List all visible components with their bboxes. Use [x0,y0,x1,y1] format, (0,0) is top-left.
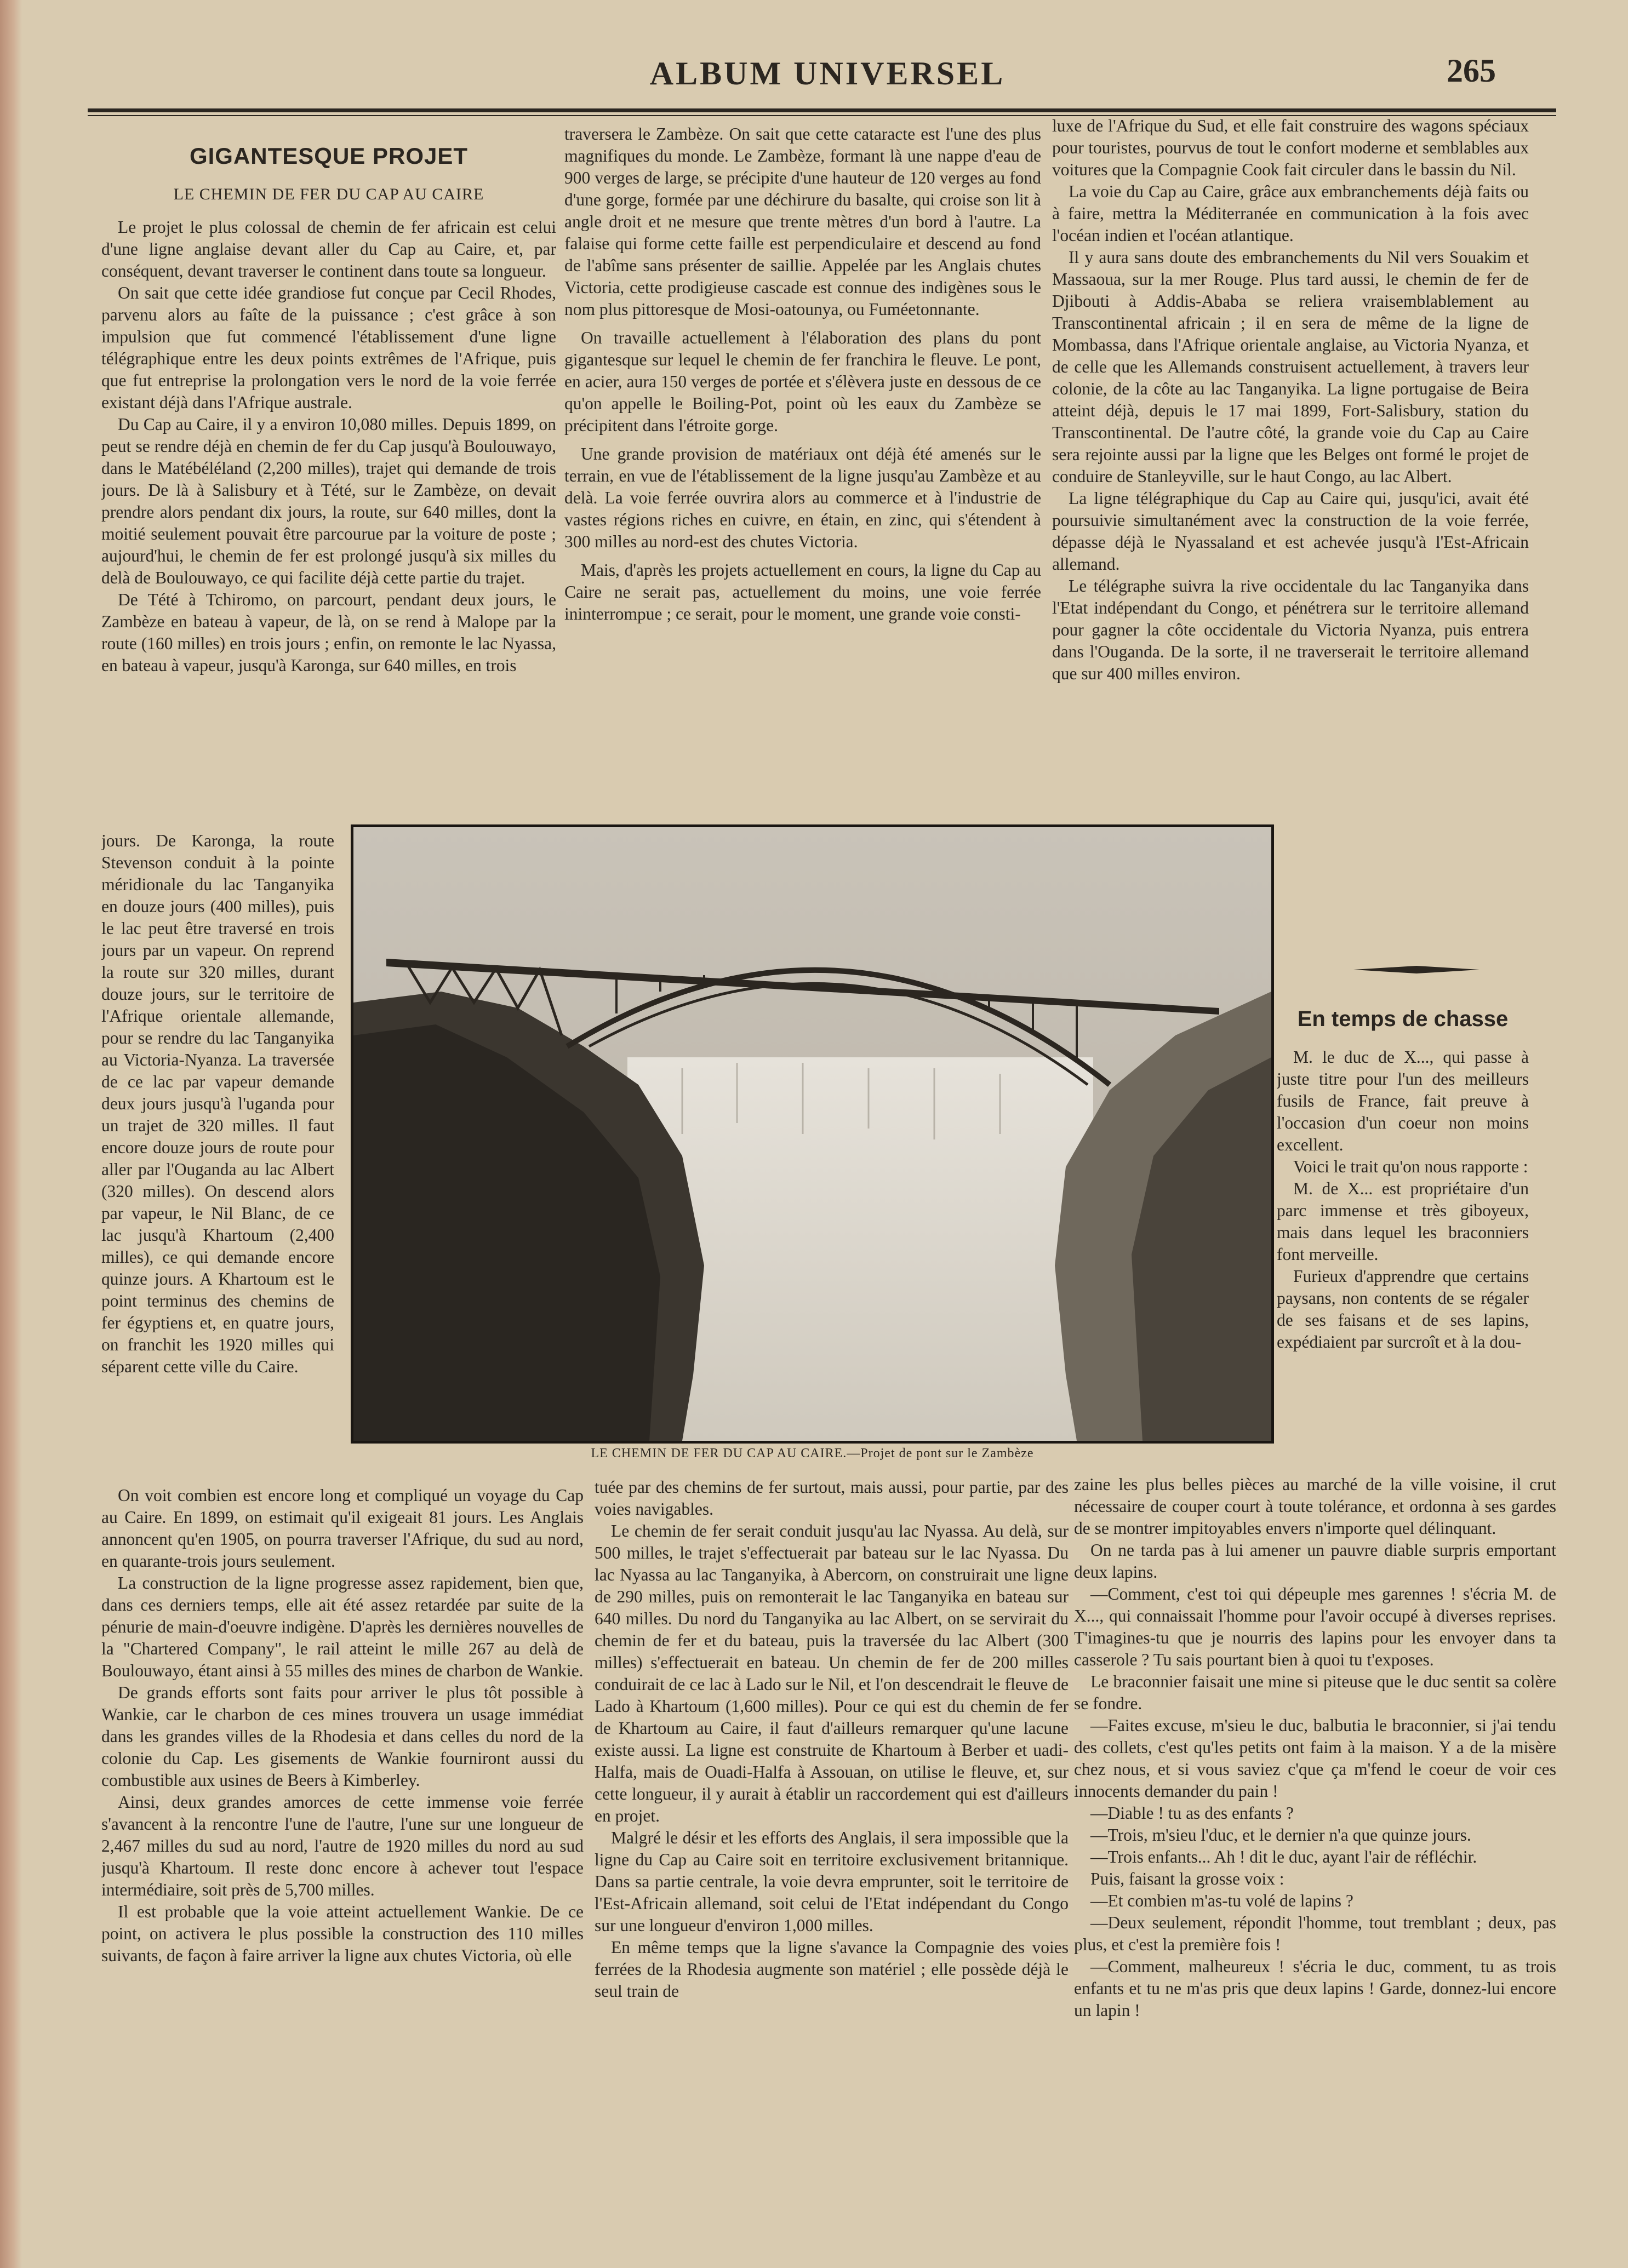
paragraph: traversera le Zambèze. On sait que cette cataracte est l'une des plus magnifiques du monde. Le Zambèze, formant là une nappe d'eau de 900 verges de large, se précipite d'une hauteur de 120 verges au fond d'une gorge, formée par une déchirure du basalte, qui croise son lit à angle droit et ne mesure que trente mètres d'un bord à l'autre. La falaise qui forme cette faille est perpendiculaire et descend au fond de l'abîme sans présenter de saillie. Appelée par les Anglais chutes Victoria, cette prodigieuse cascade est connue des indigènes sous le nom plus pittoresque de Mosi-oatounya, ou Fuméetonnante. [564,124,1041,319]
ornament-divider [1353,961,1480,978]
photo-caption: LE CHEMIN DE FER DU CAP AU CAIRE.—Projet de pont sur le Zambèze [591,1446,1034,1461]
page-number: 265 [1447,53,1496,89]
bridge-photo [351,824,1274,1444]
paragraph: zaine les plus belles pièces au marché de la ville voisine, il crut nécessaire de couper court à toute tolérance, et ordonna à ses gardes de se montrer impitoyables envers n'importe quel délinquant. [1074,1475,1556,1538]
article2-column-wide [1074,1474,1556,2213]
paragraph: Du Cap au Caire, il y a environ 10,080 milles. Depuis 1899, on peut se rendre déjà en chemin de fer du Cap jusqu'à Boulouwayo, dans le Matébéléland (2,200 milles), trajet qui demande de trois jours. De là à Salisbury et à Tété, sur le Zambèze, on devait prendre alors pendant dix jours, la route, sur 640 milles, dont la moitié seulement pouvait être parcourue par la voiture de poste ; aujourd'hui, le chemin de fer est prolongé jusqu'à six milles du delà de Boulouwayo, ce qui facilite déjà cette partie du trajet. [101,415,556,587]
paragraph: —Diable ! tu as des enfants ? [1090,1803,1294,1823]
paragraph: Puis, faisant la grosse voix : [1090,1869,1284,1888]
paragraph: M. de X... est propriétaire d'un parc immense et très giboyeux, mais dans lequel les braconniers font merveille. [1277,1179,1529,1264]
paragraph: —Faites excuse, m'sieu le duc, balbutia le braconnier, si j'ai tendu des collets, c'est qu'les petits ont faim à la maison. Y a de la misère chez nous, et si vous saviez c'que ça m'fend le coeur de voir ces innocents demander du pain ! [1074,1716,1556,1801]
article1-column2 [564,123,1041,819]
paragraph: —Comment, c'est toi qui dépeuple mes garennes ! s'écria M. de X..., qui connaissait l'homme pour l'avoir occupé à diverses reprises. T'imagines-tu que je nourris des lapins pour les envoyer dans ta casserole ? Tu sais pourtant bien à quoi tu t'exposes. [1074,1584,1556,1669]
article1-column3 [1052,115,1529,822]
article1-title: GIGANTESQUE PROJET [189,145,469,169]
paragraph: —Comment, malheureux ! s'écria le duc, comment, tu as trois enfants et tu ne m'as pris que deux lapins ! Garde, donnez-lui encore un lapin ! [1074,1957,1556,2020]
article1-column2-bottom [595,1476,1069,2213]
paragraph: On sait que cette idée grandiose fut conçue par Cecil Rhodes, parvenu alors au faîte de la puissance ; c'est grâce à son impulsion que fut commencé l'établissement d'une ligne télégraphique entre les deux points extrêmes de l'Afrique, puis que fut entreprise la prolongation vers le nord de la voie ferrée existant déjà dans l'Afrique australe. [101,283,556,412]
paragraph: —Trois, m'sieu l'duc, et le dernier n'a que quinze jours. [1090,1825,1471,1845]
paragraph: La voie du Cap au Caire, grâce aux embranchements déjà faits ou à faire, mettra la Méditerranée en communication à la fois avec l'océan indien et l'océan atlantique. [1052,182,1529,245]
article1-column1-bottom [101,1485,584,2213]
paragraph: jours. De Karonga, la route Stevenson conduit à la pointe méridionale du lac Tanganyika en douze jours (400 milles), puis le lac peut être traversé en trois jours par un vapeur. On reprend la route sur 320 milles, durant douze jours, sur le territoire de l'Afrique orientale allemande, pour se rendre du lac Tanganyika au Victoria-Nyanza. La traversée de ce lac par vapeur demande deux jours jusqu'à l'uganda pour un trajet de 320 milles. Il faut encore douze jours de route pour aller par l'Ouganda au lac Albert (320 milles). On descend alors par vapeur, le Nil Blanc, de ce lac jusqu'à Khartoum (2,400 milles), ce qui demande encore quinze jours. A Khartoum est le point terminus des chemins de fer égyptiens et, en quatre jours, on franchit les 1920 milles qui séparent cette ville du Caire. [101,831,334,1376]
article1-column1-narrow [101,830,334,1476]
paragraph: Il y aura sans doute des embranchements du Nil vers Souakim et Massaoua, sur la mer Rouge. Plus tard aussi, le chemin de fer de Djibouti à Addis-Ababa se reliera vraisemblablement au Transcontinental africain ; il en sera de même de la ligne de Mombassa, dans l'Afrique orientale anglaise, au Victoria Nyanza, et de celle que les Allemands construisent actuellement, à travers leur colonie, de la côte au lac Tanganyika. La ligne portugaise de Beira atteint déjà, depuis le 17 mai 1899, Fort-Salisbury, station du Transcontinental. De l'autre côté, la grande voie du Cap au Caire sera rejointe aussi par la ligne que les Belges ont formé le projet de conduire de Stanleyville, sur le haut Congo, au lac Albert. [1052,248,1529,486]
paragraph: La construction de la ligne progresse assez rapidement, bien que, dans ces derniers temps, elle ait été assez retardée par suite de la pénurie de main-d'oeuvre indigène. D'après les dernières nouvelles de la "Chartered Company", le rail atteint le mille 267 au delà de Boulouwayo, étant ainsi à 55 milles des mines de charbon de Wankie. [101,1573,584,1680]
paragraph: La ligne télégraphique du Cap au Caire qui, jusqu'ici, avait été poursuivie simultanément avec la construction de la voie ferrée, dépasse déjà le Nyassaland et est achevée jusqu'à l'Est-Africain allemand. [1052,489,1529,574]
paragraph: luxe de l'Afrique du Sud, et elle fait construire des wagons spéciaux pour touristes, pourvus de tout le confort moderne et semblables aux voitures que la Compagnie Cook fait circuler dans le bassin du Nil. [1052,116,1529,179]
paragraph: tuée par des chemins de fer surtout, mais aussi, pour partie, par des voies navigables. [595,1477,1069,1519]
paragraph: En même temps que la ligne s'avance la Compagnie des voies ferrées de la Rhodesia augmente son matériel ; elle possède déjà le seul train de [595,1938,1069,2001]
paragraph: Ainsi, deux grandes amorces de cette immense voie ferrée s'avancent à la rencontre l'une de l'autre, l'une sur une longueur de 2,467 milles du sud au nord, l'autre de 1920 milles du nord au sud jusqu'à Khartoum. Il reste donc encore à achever tout l'espace intermédiaire, soit près de 5,700 milles. [101,1792,584,1899]
paragraph: Le projet le plus colossal de chemin de fer africain est celui d'une ligne anglaise devant aller du Cap au Caire, et, par conséquent, devant traverser le continent dans toute sa longueur. [101,217,556,280]
publication-title: ALBUM UNIVERSEL [649,55,1006,91]
paragraph: Le braconnier faisait une mine si piteuse que le duc sentit sa colère se fondre. [1074,1672,1556,1713]
paragraph: Malgré le désir et les efforts des Anglais, il sera impossible que la ligne du Cap au Caire soit en territoire exclusivement britannique. Dans sa partie centrale, la voie devra emprunter, soit le territoire de l'Est-Africain allemand, soit celui de l'Etat indépendant du Congo sur une longueur d'environ 1,000 milles. [595,1828,1069,1935]
paragraph: M. le duc de X..., qui passe à juste titre pour l'un des meilleurs fusils de France, fait preuve à l'occasion d'un coeur non moins excellent. [1277,1047,1529,1154]
paragraph: —Et combien m'as-tu volé de lapins ? [1090,1891,1353,1910]
paragraph: On ne tarda pas à lui amener un pauvre diable surpris emportant deux lapins. [1074,1540,1556,1582]
paragraph: —Trois enfants... Ah ! dit le duc, ayant l'air de réfléchir. [1090,1847,1477,1866]
paragraph: —Deux seulement, répondit l'homme, tout tremblant ; deux, pas plus, et c'est la première fois ! [1074,1913,1556,1954]
paragraph: Furieux d'apprendre que certains paysans, non contents de se régaler de ses faisans et de ses lapins, expédiaient par surcroît et à la dou- [1277,1267,1529,1351]
article1-subtitle: LE CHEMIN DE FER DU CAP AU CAIRE [173,185,484,203]
paragraph: On travaille actuellement à l'élaboration des plans du pont gigantesque sur lequel le chemin de fer franchira le fleuve. Le pont, en acier, aura 150 verges de portée et s'élèvera juste en dessous de ce qu'on appelle le Boiling-Pot, point où les eaux du Zambèze se précipitent dans l'étroite gorge. [564,328,1041,435]
paragraph: Voici le trait qu'on nous rapporte : [1293,1157,1528,1176]
paragraph: Une grande provision de matériaux ont déjà été amenés sur le terrain, en vue de l'établissement de la ligne jusqu'au Zambèze et au delà. La voie ferrée ouvrira alors au commerce et à l'industrie de vastes régions riches en cuivre, en étain, en zinc, qui s'étendent à 300 milles au nord-est des chutes Victoria. [564,444,1041,551]
paragraph: Il est probable que la voie atteint actuellement Wankie. De ce point, on activera le plus possible la construction des 110 milles suivants, de façon à faire arriver la ligne aux chutes Victoria, où elle [101,1902,584,1965]
paragraph: Le chemin de fer serait conduit jusqu'au lac Nyassa. Au delà, sur 500 milles, le trajet s'effectuerait par bateau sur le lac Nyassa. Du lac Nyassa au lac Tanganyika, à Abercorn, on construirait une ligne de 290 milles, puis on remonterait le lac Tanganyika en bateau sur 640 milles. Du nord du Tanganyika au lac Albert, on se servirait du chemin de fer et du bateau, puis la traversée du lac Albert (300 milles) s'effectuerait en bateau. Un chemin de fer de 200 milles conduirait de ce lac à Lado sur le Nil, et l'on descendrait le fleuve de Lado à Khartoum (1,600 milles). Pour ce qui est du chemin de fer de Khartoum au Caire, il faut d'ailleurs remarquer qu'une lacune existe aussi. La ligne est construite de Khartoum à Berber et uadi-Halfa, mais de Ouadi-Halfa à Assouan, on utilise le fleuve, et, sur cette longueur, il y aurait à établir un raccordement qui est d'ailleurs en projet. [595,1521,1069,1825]
article1-column1 [101,145,556,830]
paragraph: On voit combien est encore long et compliqué un voyage du Cap au Caire. En 1899, on estimait qu'il exigeait 81 jours. Les Anglais annoncent qu'en 1905, on pourra traverser l'Afrique, du sud au nord, en quarante-trois jours seulement. [101,1486,584,1571]
article2-column-narrow [1277,1008,1529,1468]
paragraph: De Tété à Tchiromo, on parcourt, pendant deux jours, le Zambèze en bateau à vapeur, de là, on se rend à Malope par la route (160 milles) en trois jours ; enfin, on remonte le lac Nyassa, en bateau à vapeur, jusqu'à Karonga, sur 640 milles, en trois [101,590,556,675]
paragraph: De grands efforts sont faits pour arriver le plus tôt possible à Wankie, car le charbon de ces mines trouvera un usage immédiat dans les grandes villes de la Rhodesia et dans celles du nord de la colonie du Cap. Les gisements de Wankie fourniront aussi du combustible aux usines de Beers à Kimberley. [101,1683,584,1790]
header-rule [88,108,1556,112]
paragraph: Mais, d'après les projets actuellement en cours, la ligne du Cap au Caire ne serait pas, actuellement du moins, une voie ferrée ininterrompue ; ce serait, pour le moment, une grande voie consti- [564,560,1041,623]
article2-title: En temps de chasse [1297,1008,1509,1031]
paragraph: Le télégraphe suivra la rive occidentale du lac Tanganyika dans l'Etat indépendant du Congo, et pénétrera sur le territoire allemand pour gagner la côte occidentale du Victoria Nyanza, puis entrera dans l'Ouganda. De la sorte, il ne traverserait le territoire allemand que sur 400 milles environ. [1052,576,1529,683]
page-edge [0,0,22,2268]
